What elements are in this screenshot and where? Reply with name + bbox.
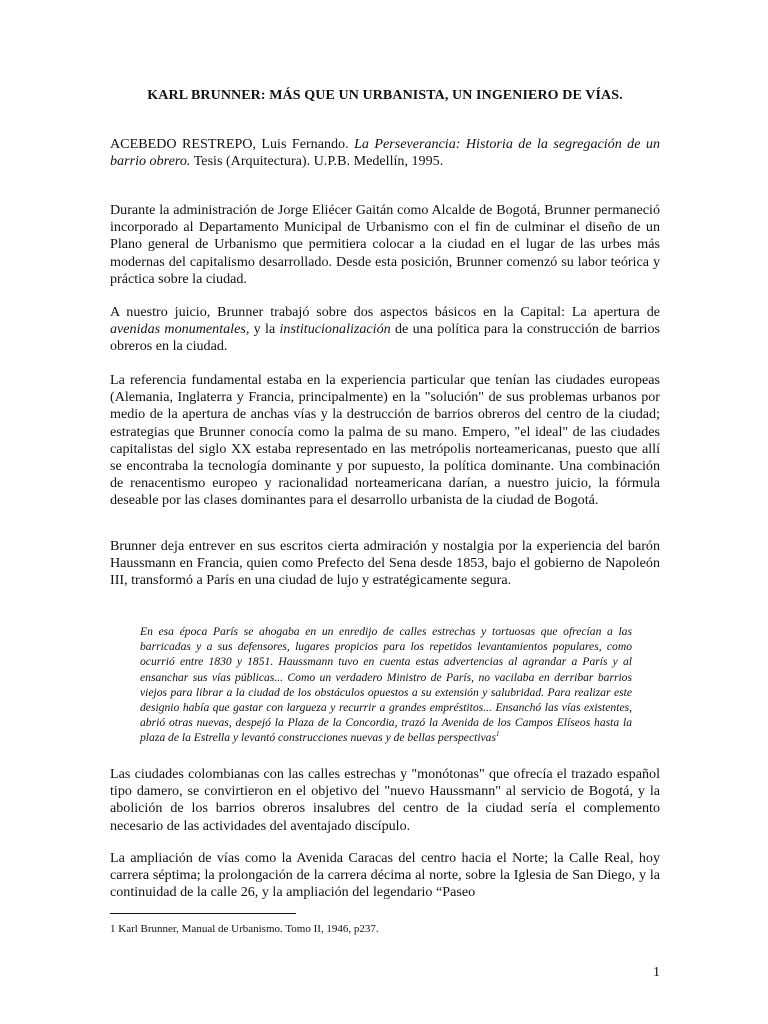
paragraph-2-emphasis-institucionalizacion: institucionalización bbox=[279, 321, 391, 338]
block-quote bbox=[140, 624, 632, 746]
footnote: 1 Karl Brunner, Manual de Urbanismo. Tomo II, 1946, p237. bbox=[110, 923, 379, 935]
citation-work: La Perseverancia: Historia de la segregación de un barrio obrero. bbox=[110, 136, 660, 170]
paragraph-2-part-a: A nuestro juicio, Brunner trabajó sobre dos aspectos básicos en la Capital: La apertura de bbox=[110, 304, 660, 320]
citation-rest: Tesis (Arquitectura). U.P.B. Medellín, 1995. bbox=[193, 153, 444, 170]
block-quote-text: En esa época París se ahogaba en un enredijo de calles estrechas y tortuosas que ofrecían a las barricadas y a sus defensores, lugares propicios para los repetidos levantamientos populares, como ocurrió entre 1830 y 1851. Haussmann tuvo en cuenta estas advertencias al agrandar a París y al ensanchar sus vías públicas... Como un verdadero Ministro de París, no vacilaba en derribar barrios viejos para librar a la ciudad de los obstáculos opuestos a su extensión y salubridad. Para realizar este designio había que gastar con largueza y recurrir a grandes empréstitos... Ensanchó las vías existentes, abrió otras nuevas, despejó la Plaza de la Concordia, trazó la Avenida de los Campos Elíseos hasta la plaza de la Estrella y levantó construcciones nuevas y de bellas perspectivas bbox=[140, 625, 632, 745]
paragraph-2-part-c: y la bbox=[249, 321, 280, 338]
paragraph-2-part-e: de una política para la construcción de barrios obreros en la ciudad. bbox=[110, 321, 660, 355]
footnote-divider bbox=[110, 913, 296, 914]
citation bbox=[110, 136, 660, 170]
paragraph-1: Durante la administración de Jorge Eliécer Gaitán como Alcalde de Bogotá, Brunner permaneció incorporado al Departamento Municipal de Urbanismo con el fin de culminar el diseño de un Plano general de Urbanismo que permitiera colocar a la ciudad en el lugar de las urbes más modernas del capitalismo desarrollado. Desde esta posición, Brunner comenzó su labor teórica y práctica sobre la ciudad. bbox=[110, 202, 660, 287]
page-number: 1 bbox=[653, 965, 660, 980]
paragraph-2-emphasis-avenidas: avenidas monumentales, bbox=[110, 321, 250, 338]
citation-author: ACEBEDO RESTREPO, Luis Fernando. bbox=[110, 136, 349, 152]
paragraph-3: La referencia fundamental estaba en la experiencia particular que tenían las ciudades europeas (Alemania, Inglaterra y Francia, principalmente) en la "solución" de sus problemas urbanos por medio de la apertura de anchas vías y la destrucción de barrios obreros del centro de la ciudad; estrategias que Brunner conocía como la palma de su mano. Empero, "el ideal" de las ciudades capitalistas del siglo XX estaba representado en las metrópolis norteamericanas, puesto que allí se encontraba la tecnología dominante y por supuesto, la política dominante. Una combinación de renacentismo europeo y racionalidad norteamericana darían, a nuestro juicio, la fórmula deseable por las clases dominantes para el desarrollo urbanista de la ciudad de Bogotá. bbox=[110, 372, 660, 509]
paragraph-6: La ampliación de vías como la Avenida Caracas del centro hacia el Norte; la Calle Real, hoy carrera séptima; la prolongación de la carrera décima al norte, sobre la Iglesia de San Diego, y la continuidad de la calle 26, y la ampliación del legendario “Paseo bbox=[110, 850, 660, 901]
document-page bbox=[110, 0, 660, 1024]
paragraph-2 bbox=[110, 304, 660, 356]
footnote-reference: 1 bbox=[496, 730, 500, 739]
document-title: KARL BRUNNER: MÁS QUE UN URBANISTA, UN INGENIERO DE VÍAS. bbox=[147, 88, 623, 103]
paragraph-4: Brunner deja entrever en sus escritos cierta admiración y nostalgia por la experiencia del barón Haussmann en Francia, quien como Prefecto del Sena desde 1853, bajo el gobierno de Napoleón III, transformó a París en una ciudad de lujo y estratégicamente segura. bbox=[110, 538, 660, 589]
paragraph-5: Las ciudades colombianas con las calles estrechas y "monótonas" que ofrecía el trazado español tipo damero, se convirtieron en el objetivo del "nuevo Haussmann" al servicio de Bogotá, y la abolición de los barrios obreros insalubres del centro de la ciudad sería el complemento necesario de las actividades del aventajado discípulo. bbox=[110, 766, 660, 834]
